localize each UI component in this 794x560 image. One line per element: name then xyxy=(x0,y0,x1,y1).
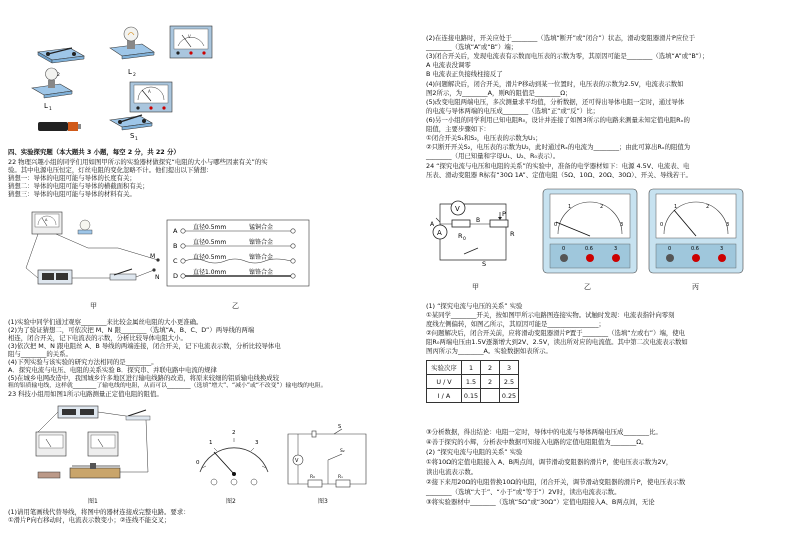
r-bot-1: ④善于探究的小辉，分析表中数据可知接入电路的定值电阻阻值为________Ω。 xyxy=(426,438,648,446)
q23-item-0: (1)请用笔画线代替导线，将图中的器材连接成完整电路。要求： xyxy=(8,508,190,516)
table-head: I / A xyxy=(427,389,462,403)
fig-yi-caption: 乙 xyxy=(584,283,591,291)
yi-tick-2: 2 xyxy=(600,204,604,210)
switch-icon xyxy=(110,269,136,280)
svg-text:R₀: R₀ xyxy=(310,475,315,480)
apparatus-figure xyxy=(30,4,225,142)
fig-bing-caption: 丙 xyxy=(692,283,699,291)
switch-s1-icon xyxy=(110,115,152,130)
r-bot-0: ③分析数据，得出结论：电阻一定时，导体中的电流与导体两端电压成________比。 xyxy=(426,428,662,436)
fig-jia xyxy=(18,208,168,300)
r-bot-7: ③将实验器材中________（选填“5Ω”或“30Ω”）定值电阻接入A、B两点间，无论 xyxy=(426,498,655,506)
data-table xyxy=(426,360,519,403)
q23-item-1: ①滑片P向右移动时，电流表示数变小；②连线不能交叉； xyxy=(8,516,171,524)
bing-tick-1: 1 xyxy=(674,204,678,210)
q22-item-3: (3)依次把 M、N 跟电阻丝 A、B 导线的两端连接，闭合开关，记下电流表示数，分析比较导体电 xyxy=(8,342,281,350)
fig-jia-caption: 甲 xyxy=(90,302,97,310)
r-line-0: (2)在连接电路时，开关应处于________（选填“断开”或“闭合”）状态，滑动变阻器滑片P应位于 xyxy=(426,34,695,42)
section-title: 四、实验探究题（本大题共 3 小题，每空 2 分，共 22 分） xyxy=(8,148,180,156)
fig-yi-board xyxy=(165,218,315,290)
wire-d-key: D xyxy=(173,272,179,280)
meter-bing xyxy=(648,188,744,274)
wire-d-material: 镍铬合金 xyxy=(249,269,274,276)
r-line-3: A 电流表没调零 xyxy=(426,61,471,69)
s1-sub: 1 xyxy=(135,137,138,142)
n-label: N xyxy=(155,274,160,281)
r-bot-6: ________（选填“大于”、“小于”或“等于”）2V时，读出电流表示数。 xyxy=(426,488,621,496)
wire-b-key: B xyxy=(173,242,178,250)
svg-text:S₂: S₂ xyxy=(340,449,345,454)
svg-text:B: B xyxy=(476,217,481,224)
right-column xyxy=(404,0,794,560)
q22-item-8: 粗的铝质输电线，这样就________了输电线的电阻，从而可以________（选填“增大”、“减小”或“不改变”）输电线的电阻。 xyxy=(8,383,327,389)
switch-s2-icon xyxy=(38,48,84,63)
q22-line-3: 猜想二：导体的电阻可能与导体的横截面积有关； xyxy=(8,182,149,190)
r0-label: R xyxy=(458,232,463,240)
fig-yi-caption: 乙 xyxy=(232,302,239,310)
bing-tick-0: 0 xyxy=(660,222,664,228)
yi-tick-3: 3 xyxy=(620,222,624,228)
q22-item-7: (5)在城乡电网改造中，我国城乡许多地区进行输电线路的改造，将原来较细的铝质输电线换成较 xyxy=(8,374,280,382)
svg-text:V: V xyxy=(295,458,299,464)
l1-label: L xyxy=(44,102,48,110)
meter-tick-0: 0 xyxy=(196,460,200,466)
wire-c-key: C xyxy=(173,257,178,265)
meter-tick-3: 3 xyxy=(255,440,259,446)
wire-a-material: 锰铜合金 xyxy=(249,224,274,231)
s2-sub: 2 xyxy=(57,73,60,78)
r-bot-5: ②接下来用20Ω的电阻替换10Ω的电阻，闭合开关，调节滑动变阻器的滑片P，使电压表示数 xyxy=(426,478,686,486)
v-label: V xyxy=(455,205,460,213)
table-cell: 3 xyxy=(500,361,519,375)
table-row xyxy=(427,389,519,403)
q22-item-1: (2)为了验证猜想二，可依次把 M、N 跟________（选填“A、B、C、D”）两导线的两端 xyxy=(8,326,255,334)
fig-2-caption: 图2 xyxy=(226,498,236,505)
meter-yi xyxy=(542,188,638,274)
bulb-l1-icon xyxy=(32,68,72,98)
fig-3-circuit xyxy=(282,426,372,492)
l1-sub: 1 xyxy=(49,107,52,112)
bing-sub-0: 0 xyxy=(668,246,672,252)
r0-sub: 0 xyxy=(463,237,466,242)
r-line-2: (3)闭合开关后，发现电流表有示数而电压表的示数为零，其原因可能是________（选填“A”或“B”）； xyxy=(426,52,709,60)
table-cell: 2.5 xyxy=(500,375,519,389)
bing-sub-1: 0.6 xyxy=(691,246,699,252)
l2-sub: 2 xyxy=(133,73,136,78)
q22-line-1: 验。其中电源电压恒定，灯丝电阻的变化忽略不计。他们提出以下猜想： xyxy=(8,166,213,174)
table-cell: 2 xyxy=(481,375,500,389)
s1-label: S xyxy=(130,132,135,140)
wire-d-label: 直径1.0mm xyxy=(193,269,227,276)
p-label: P xyxy=(502,210,506,218)
wire-c-material: 镍铬合金 xyxy=(249,254,274,261)
yi-sub-1: 0.6 xyxy=(585,246,593,252)
q22-line-2: 猜想一：导体的电阻可能与导体的长度有关； xyxy=(8,174,136,182)
svg-text:A: A xyxy=(148,89,151,94)
r-mid-4: 阻R₀两端电压由1.5V逐渐增大到2V、2.5V，读出所对应的电流值。其中第二次电流表示数如 xyxy=(426,338,688,346)
q22-line-4: 猜想三：导体的电阻可能与导体的材料有关。 xyxy=(8,190,136,198)
yi-tick-0: 0 xyxy=(554,222,558,228)
r-label: R xyxy=(510,230,515,238)
wire-a-key: A xyxy=(173,227,178,235)
table-cell: 0.25 xyxy=(500,389,519,403)
r-line-8: 的电流与导体两端的电压成________（选填“正”或“反”）比； xyxy=(426,107,600,115)
yi-sub-2: 3 xyxy=(614,246,618,252)
s-label: S xyxy=(482,260,487,268)
r-mid-3: ②问题解决后，闭合开关前，应将滑动变阻器滑片P置于________（选填“左或右”）端，使电 xyxy=(426,329,686,337)
bulb-l2-icon xyxy=(110,27,154,59)
r-line-4: B 电流表正负接线柱接反了 xyxy=(426,70,503,78)
ammeter-icon xyxy=(130,82,172,112)
r-line-10: 阻值，主要步骤如下： xyxy=(426,125,490,133)
q22-item-0: (1)实验中同学们通过观察________来比较金属丝电阻的大小更准确。 xyxy=(8,318,203,326)
table-cell: 1.5 xyxy=(462,375,481,389)
q22-item-6: A．探究电流与电压、电阻的关系实验 B．探究串、并联电路中电流的规律 xyxy=(8,366,217,374)
r-line-13: ________（用已知量和字母U₁、U₂、R₀表示）。 xyxy=(426,152,560,160)
r-mid-0: (1) “探究电流与电压的关系” 实验 xyxy=(426,302,523,310)
wire-a-label: 直径0.5mm xyxy=(193,224,227,231)
bing-sub-2: 3 xyxy=(720,246,724,252)
r-bot-4: 读出电流表示数。 xyxy=(426,468,478,476)
table-cell xyxy=(481,389,500,403)
voltmeter-icon xyxy=(36,432,66,456)
r-line-15: 压表、滑动变阻器 R标有“30Ω 1A”、定值电阻（5Ω、10Ω、20Ω、30Ω）、开关、导线若干。 xyxy=(426,171,692,179)
wire-b-material: 镍铬合金 xyxy=(249,239,274,246)
svg-text:S: S xyxy=(338,424,342,430)
l2-label: L xyxy=(128,68,132,76)
r-mid-5: 图丙所示为________A。实验数据如表所示。 xyxy=(426,347,552,355)
r-line-1: ________（选填“A”或“B”）端； xyxy=(426,43,518,51)
r-bot-2: (2) “探究电流与电阻的关系” 实验 xyxy=(426,448,523,456)
svg-text:A: A xyxy=(45,218,48,222)
fig-2-meter xyxy=(192,424,276,488)
r-mid-1: ①某同学________开关，按如图甲所示电路图连接实物。试触时发现：电流表指针向零刻 xyxy=(426,311,675,319)
fig-3-caption: 图3 xyxy=(318,498,328,505)
r-line-9: (6)另一小组的同学利用已知电阻R₀，设计并连接了如图3所示的电路来测量未知定值电阻Rₓ的 xyxy=(426,116,690,124)
bulb-icon xyxy=(78,220,92,234)
r-line-5: (4)问题解决后，闭合开关，滑片P移动到某一位置时，电压表的示数为2.5V，电流表示数如 xyxy=(426,80,684,88)
bing-tick-2: 2 xyxy=(706,204,710,210)
table-head: U / V xyxy=(427,375,462,389)
svg-text:Rₓ: Rₓ xyxy=(338,475,344,480)
svg-text:A: A xyxy=(430,221,435,228)
bing-tick-3: 3 xyxy=(726,222,730,228)
ammeter-icon xyxy=(32,212,62,234)
fig-jia-caption: 甲 xyxy=(472,283,479,291)
q22-item-4: 阻与________的关系。 xyxy=(8,350,72,358)
resistor-icon xyxy=(38,472,60,478)
r-line-7: (5)改变电阻两端电压，多次测量求平均值，分析数据，还可得出导体电阻一定时，通过导体 xyxy=(426,98,685,106)
m-label: M xyxy=(150,253,156,260)
meter-tick-2: 2 xyxy=(232,430,236,436)
table-cell: 2 xyxy=(481,361,500,375)
rheostat-icon xyxy=(70,463,120,478)
battery-box-icon xyxy=(58,406,98,418)
r-line-12: ②只断开开关S₂，电压表的示数为U₂，此时通过Rₓ的电流为________；由此可算出Rₓ的阻值为 xyxy=(426,143,691,151)
r-bot-3: ①将10Ω的定值电阻接入 A、B两点间，调节滑动变阻器的滑片P，使电压表示数为2V， xyxy=(426,458,673,466)
ammeter-icon xyxy=(88,432,118,456)
r-line-6: 图2所示，为________A，则R的阻值是________Ω； xyxy=(426,89,572,97)
wire-b-label: 直径0.5mm xyxy=(193,239,227,246)
battery-box-icon xyxy=(38,270,72,284)
q22-item-2: 相连，闭合开关，记下电流表的示数，分析比较导体电阻大小。 xyxy=(8,334,187,342)
fig-1-caption: 图1 xyxy=(88,498,98,505)
a-label: A xyxy=(437,229,442,237)
yi-sub-0: 0 xyxy=(562,246,566,252)
r-mid-2: 度线左侧偏转，如图乙所示，其原因可能是________________； xyxy=(426,320,605,328)
q22-line-0: 22 物理兴趣小组的同学们用如图甲所示的实验器材做探究“电阻的大小与哪些因素有关”的实 xyxy=(8,158,268,166)
wire-c-label: 直径0.5mm xyxy=(193,254,227,261)
r-line-11: ①闭合开关S₁和S₂，电压表的示数为U₁； xyxy=(426,134,542,142)
q23-intro: 23 科技小组用如图1所示电路测量正定值电阻的阻值。 xyxy=(8,390,163,398)
yi-tick-1: 1 xyxy=(568,204,572,210)
switch-icon xyxy=(126,410,150,420)
r-line-14: 24 “探究电流与电压和电阻的关系”的实验中，准备的电学器材如下：电源 4.5V、电流表、电 xyxy=(426,162,690,170)
table-row xyxy=(427,361,519,375)
q22-item-5: (4)下列实验与该实验的研究方法相同的是________。 xyxy=(8,358,158,366)
circuit-jia xyxy=(426,186,536,278)
voltmeter-icon xyxy=(170,26,212,58)
table-head: 实验次序 xyxy=(427,361,462,375)
meter-tick-1: 1 xyxy=(209,440,213,446)
svg-text:V: V xyxy=(188,34,191,39)
table-cell: 0.15 xyxy=(462,389,481,403)
battery-icon xyxy=(38,122,81,131)
table-cell: 1 xyxy=(462,361,481,375)
fig-1 xyxy=(28,402,158,494)
table-row xyxy=(427,375,519,389)
